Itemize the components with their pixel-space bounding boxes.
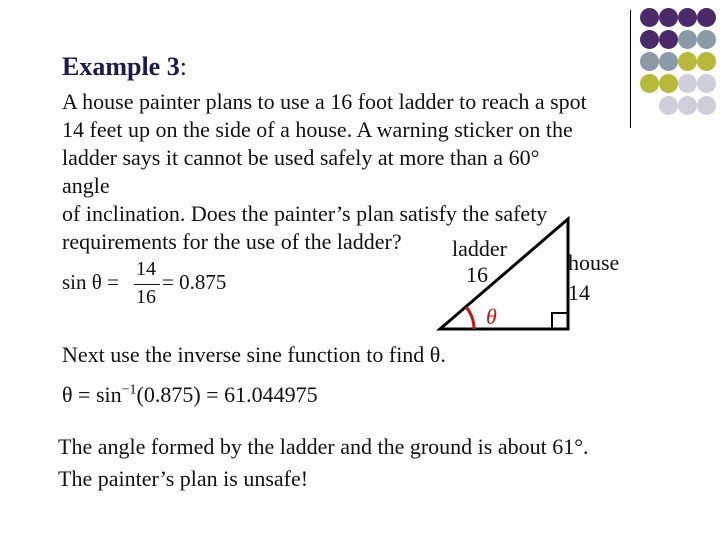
inverse-rhs: (0.875) = 61.044975 xyxy=(136,382,318,407)
conclusion-line-2: The painter’s plan is unsafe! xyxy=(58,466,309,491)
fraction-denominator: 16 xyxy=(136,286,156,308)
sine-lhs: sin θ = xyxy=(62,270,119,294)
problem-line-3: ladder says it cannot be used safely at more than a 60° xyxy=(62,145,540,170)
problem-line-6: requirements for the use of the ladder? xyxy=(62,229,402,254)
hypotenuse-value: 16 xyxy=(466,262,488,287)
problem-line-5: of inclination. Does the painter’s plan satisfy the safety xyxy=(62,201,548,226)
step-text: Next use the inverse sine function to find θ. xyxy=(62,342,446,367)
side-label: house xyxy=(568,250,620,275)
inverse-equation xyxy=(62,382,318,408)
inverse-lhs: θ = sin xyxy=(62,382,122,407)
title-colon: : xyxy=(179,52,187,81)
side-value: 14 xyxy=(568,280,590,305)
sine-equation xyxy=(62,256,262,316)
title-text: Example 3 xyxy=(62,52,180,81)
angle-arc xyxy=(466,307,474,329)
problem-line-1: A house painter plans to use a 16 foot ladder to reach a spot xyxy=(62,89,587,114)
fraction-numerator: 14 xyxy=(136,258,156,280)
angle-label: θ xyxy=(486,304,497,329)
conclusion-line-1: The angle formed by the ladder and the ground is about 61°. xyxy=(58,434,589,459)
problem-line-4: angle xyxy=(62,173,110,198)
sine-rhs: = 0.875 xyxy=(162,270,227,294)
hypotenuse-label: ladder xyxy=(452,236,507,261)
problem-line-2: 14 feet up on the side of a house. A warning sticker on the xyxy=(62,117,573,142)
right-angle-marker xyxy=(552,313,568,329)
fraction-bar xyxy=(134,284,160,285)
inverse-exponent: −1 xyxy=(121,382,137,398)
